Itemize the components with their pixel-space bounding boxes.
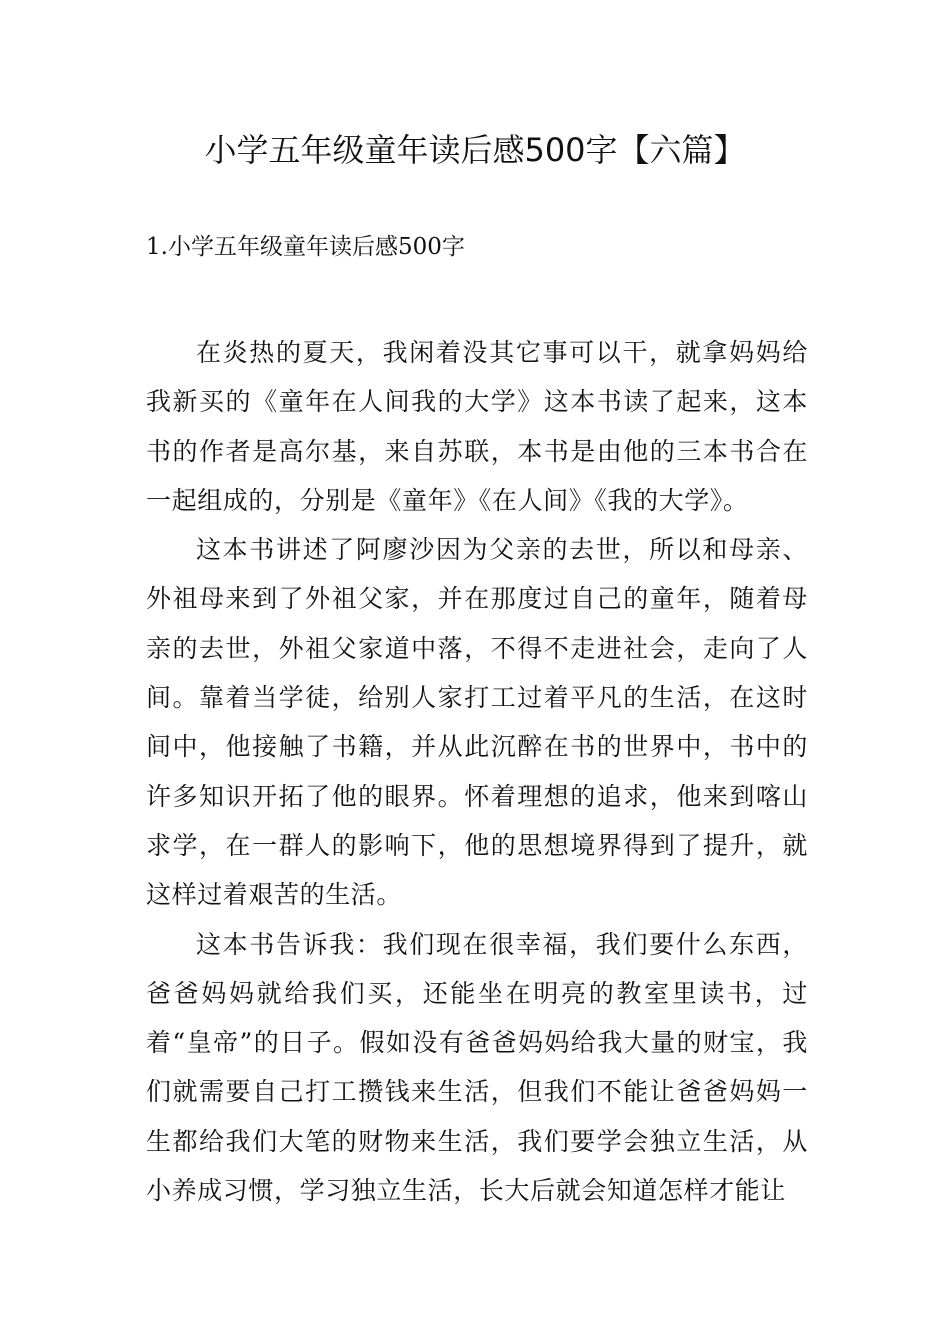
document-title: 小学五年级童年读后感500字【六篇】 — [204, 131, 746, 169]
paragraph: 这本书告诉我：我们现在很幸福，我们要什么东西，爸爸妈妈就给我们买，还能坐在明亮的教室里读书，过着“皇帝”的日子。假如没有爸爸妈妈给我大量的财宝，我们就需要自己打工攒钱来生活，但我们不能让爸爸妈妈一生都给我们大笔的财物来生活，我们要学会独立生活，从小养成习惯，学习独立生活，长大后就会知道怎样才能让 — [146, 929, 808, 1206]
paragraph: 这本书讲述了阿廖沙因为父亲的去世，所以和母亲、外祖母来到了外祖父家，并在那度过自己的童年，随着母亲的去世，外祖父家道中落，不得不走进社会，走向了人间。靠着当学徒，给别人家打工过着平凡的生活，在这时间中，他接触了书籍，并从此沉醉在书的世界中，书中的许多知识开拓了他的眼界。怀着理想的追求，他来到喀山求学，在一群人的影响下，他的思想境界得到了提升，就这样过着艰苦的生活。 — [146, 535, 808, 910]
section-heading: 1.小学五年级童年读后感500字 — [146, 234, 465, 260]
body-text — [146, 328, 808, 1215]
paragraph: 在炎热的夏天，我闲着没其它事可以干，就拿妈妈给我新买的《童年在人间我的大学》这本书读了起来，这本书的作者是高尔基，来自苏联，本书是由他的三本书合在一起组成的，分别是《童年》《在人间》《我的大学》。 — [146, 338, 808, 515]
